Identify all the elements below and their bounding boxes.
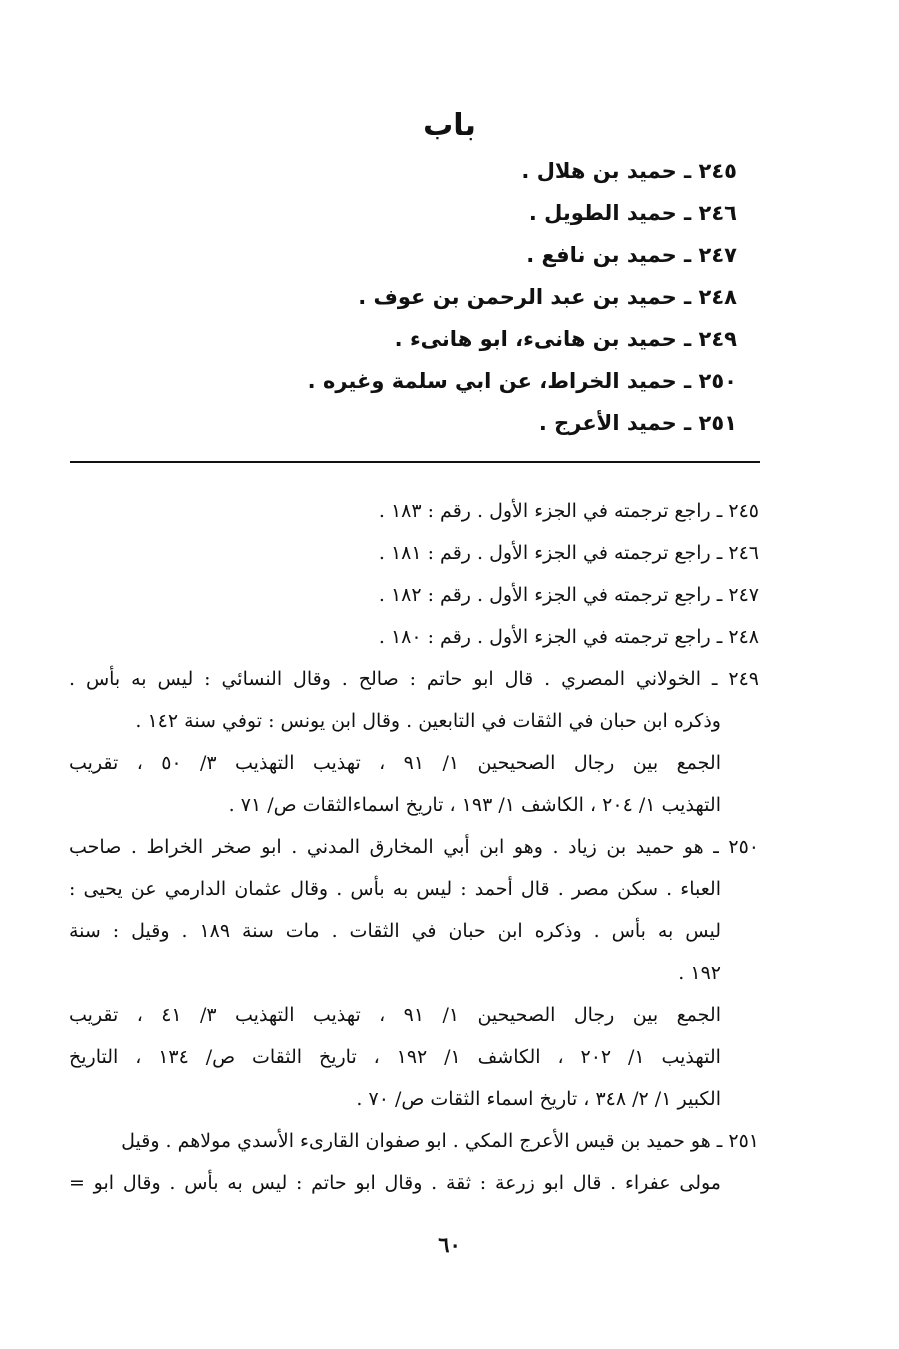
footnote-divider xyxy=(70,461,760,463)
footnote-249-line: وذكره ابن حبان في الثقات في التابعين . وقال ابن يونس : توفي سنة ١٤٢ . xyxy=(135,710,721,732)
footnotes xyxy=(69,490,759,1204)
entry-250: ٢٥٠ ـ حميد الخراط، عن ابي سلمة وغيره . xyxy=(307,369,737,393)
footnote-250-line: التهذيب ١/ ٢٠٢ ، الكاشف ١/ ١٩٢ ، تاريخ الثقات ص/ ١٣٤ ، التاريخ xyxy=(69,1046,721,1068)
footnote-251-line: مولى عفراء . قال ابو زرعة : ثقة . وقال ابو حاتم : ليس به بأس . وقال ابو = xyxy=(69,1172,721,1194)
footnote-251: ٢٥١ ـ هو حميد بن قيس الأعرج المكي . ابو صفوان القارىء الأسدي مولاهم . وقيل xyxy=(121,1130,759,1152)
chapter-heading: باب xyxy=(423,108,476,143)
footnote-247: ٢٤٧ ـ راجع ترجمته في الجزء الأول . رقم : ١٨٢ . xyxy=(378,584,759,606)
footnote-249-line: التهذيب ١/ ٢٠٤ ، الكاشف ١/ ١٩٣ ، تاريخ اسماءالثقات ص/ ٧١ . xyxy=(228,794,721,816)
footnote-250-line: ١٩٢ . xyxy=(678,962,721,984)
footnote-250-line: ليس به بأس . وذكره ابن حبان في الثقات . مات سنة ١٨٩ . وقيل : سنة xyxy=(69,920,721,942)
footnote-250: ٢٥٠ ـ هو حميد بن زياد . وهو ابن أبي المخارق المدني . ابو صخر الخراط . صاحب xyxy=(69,836,759,858)
entries-list xyxy=(177,150,737,444)
page-number: ٦٠ xyxy=(438,1232,461,1257)
entry-249: ٢٤٩ ـ حميد بن هانىء، ابو هانىء . xyxy=(394,327,737,351)
entry-248: ٢٤٨ ـ حميد بن عبد الرحمن بن عوف . xyxy=(358,285,737,309)
footnote-250-line: العباء . سكن مصر . قال أحمد : ليس به بأس . وقال عثمان الدارمي عن يحيى : xyxy=(69,878,721,900)
footnote-250-line: الجمع بين رجال الصحيحين ١/ ٩١ ، تهذيب التهذيب ٣/ ٤١ ، تقريب xyxy=(69,1004,721,1026)
footnote-249: ٢٤٩ ـ الخولاني المصري . قال ابو حاتم : صالح . وقال النسائي : ليس به بأس . xyxy=(69,668,759,690)
entry-247: ٢٤٧ ـ حميد بن نافع . xyxy=(526,243,737,267)
entry-245: ٢٤٥ ـ حميد بن هلال . xyxy=(521,159,737,183)
footnote-246: ٢٤٦ ـ راجع ترجمته في الجزء الأول . رقم : ١٨١ . xyxy=(378,542,759,564)
footnote-248: ٢٤٨ ـ راجع ترجمته في الجزء الأول . رقم : ١٨٠ . xyxy=(378,626,759,648)
entry-246: ٢٤٦ ـ حميد الطويل . xyxy=(528,201,737,225)
footnote-249-line: الجمع بين رجال الصحيحين ١/ ٩١ ، تهذيب التهذيب ٣/ ٥٠ ، تقريب xyxy=(69,752,721,774)
footnote-245: ٢٤٥ ـ راجع ترجمته في الجزء الأول . رقم : ١٨٣ . xyxy=(378,500,759,522)
entry-251: ٢٥١ ـ حميد الأعرج . xyxy=(538,411,737,435)
footnote-250-line: الكبير ١/ ٢/ ٣٤٨ ، تاريخ اسماء الثقات ص/ ٧٠ . xyxy=(356,1088,721,1110)
